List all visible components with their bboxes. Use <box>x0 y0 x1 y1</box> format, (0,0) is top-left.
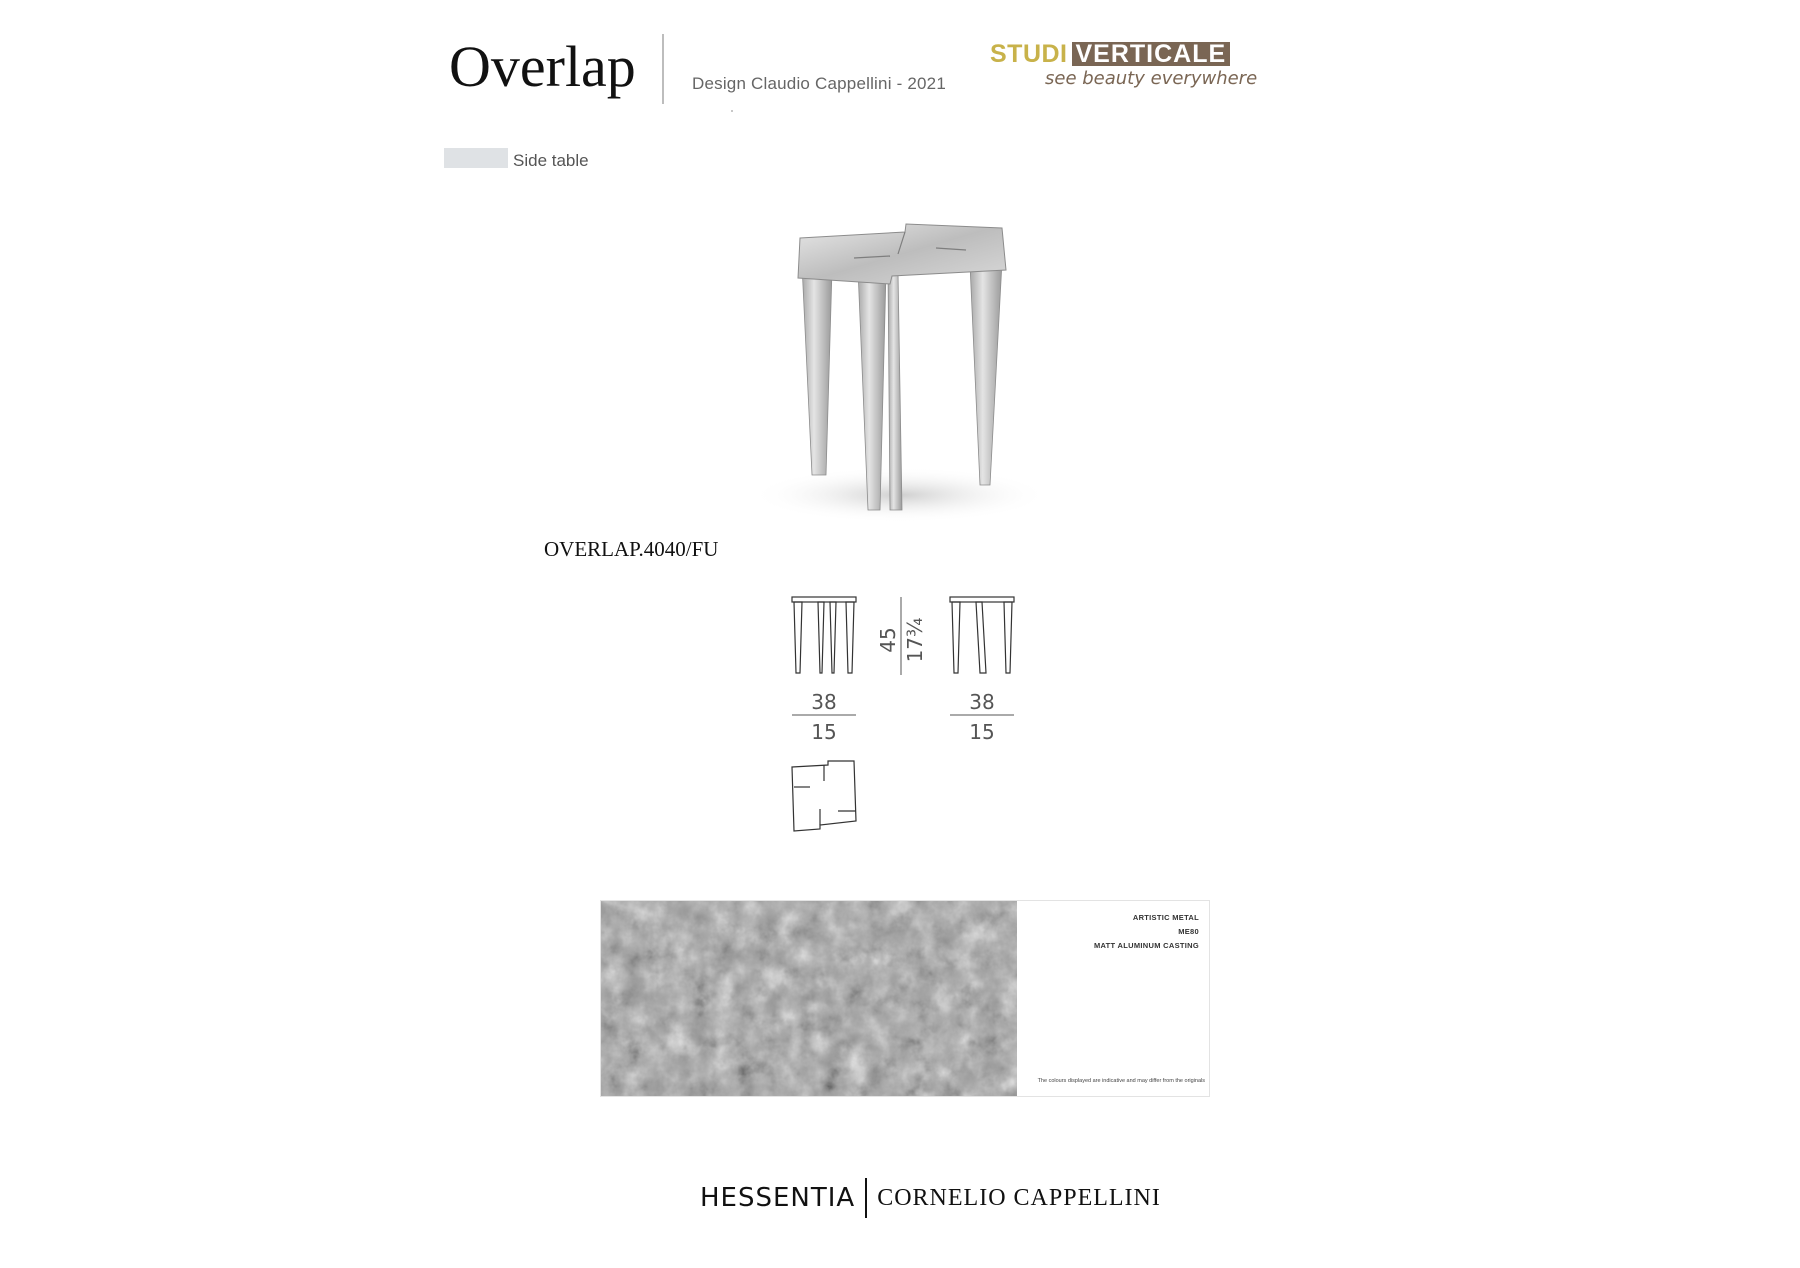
height-cm: 45 <box>876 627 900 653</box>
decorative-dot <box>731 110 733 112</box>
side-view-drawing <box>950 597 1014 673</box>
finish-texture <box>601 901 1017 1096</box>
category-swatch <box>444 148 508 168</box>
finish-line-2: ME80 <box>1178 927 1199 936</box>
table-leg-middle <box>888 272 902 510</box>
finish-line-3: MATT ALUMINUM CASTING <box>1093 941 1199 950</box>
footer-brand-cornelio-cappellini: CORNELIO CAPPELLINI <box>877 1184 1161 1211</box>
top-view-drawing <box>792 761 856 831</box>
front-width-cm: 38 <box>811 690 837 714</box>
finish-disclaimer: The colours displayed are indicative and may differ from the originals <box>1037 1078 1205 1084</box>
designer-credit: Design Claudio Cappellini - 2021 <box>692 74 946 93</box>
table-leg-back-left <box>802 265 832 475</box>
logo-word-verticale: VERTICALE <box>1072 42 1231 66</box>
category-label: Side table <box>513 151 589 170</box>
side-width-in: 15 <box>969 720 995 744</box>
technical-drawing <box>780 585 1040 845</box>
logo-tagline: see beauty everywhere <box>1045 68 1258 89</box>
footer-brands <box>700 1178 1161 1218</box>
footer-divider <box>865 1178 867 1218</box>
logo-word-studi: STUDI <box>990 40 1068 68</box>
page-title: Overlap <box>449 34 636 99</box>
front-width-in: 15 <box>811 720 837 744</box>
product-code: OVERLAP.4040/FU <box>544 537 719 561</box>
side-width-cm: 38 <box>969 690 995 714</box>
finish-info-panel <box>1017 901 1209 1096</box>
height-in: 17¾ <box>903 617 927 663</box>
finish-line-1: ARTISTIC METAL <box>1132 913 1199 922</box>
table-leg-back-right <box>970 262 1002 485</box>
footer-brand-hessentia: HESSENTIA <box>700 1183 856 1213</box>
finish-swatch-card <box>600 900 1210 1097</box>
product-photo <box>740 210 1060 530</box>
front-view-drawing <box>792 597 856 673</box>
title-divider <box>662 34 664 104</box>
studio-verticale-logo <box>990 42 1260 100</box>
